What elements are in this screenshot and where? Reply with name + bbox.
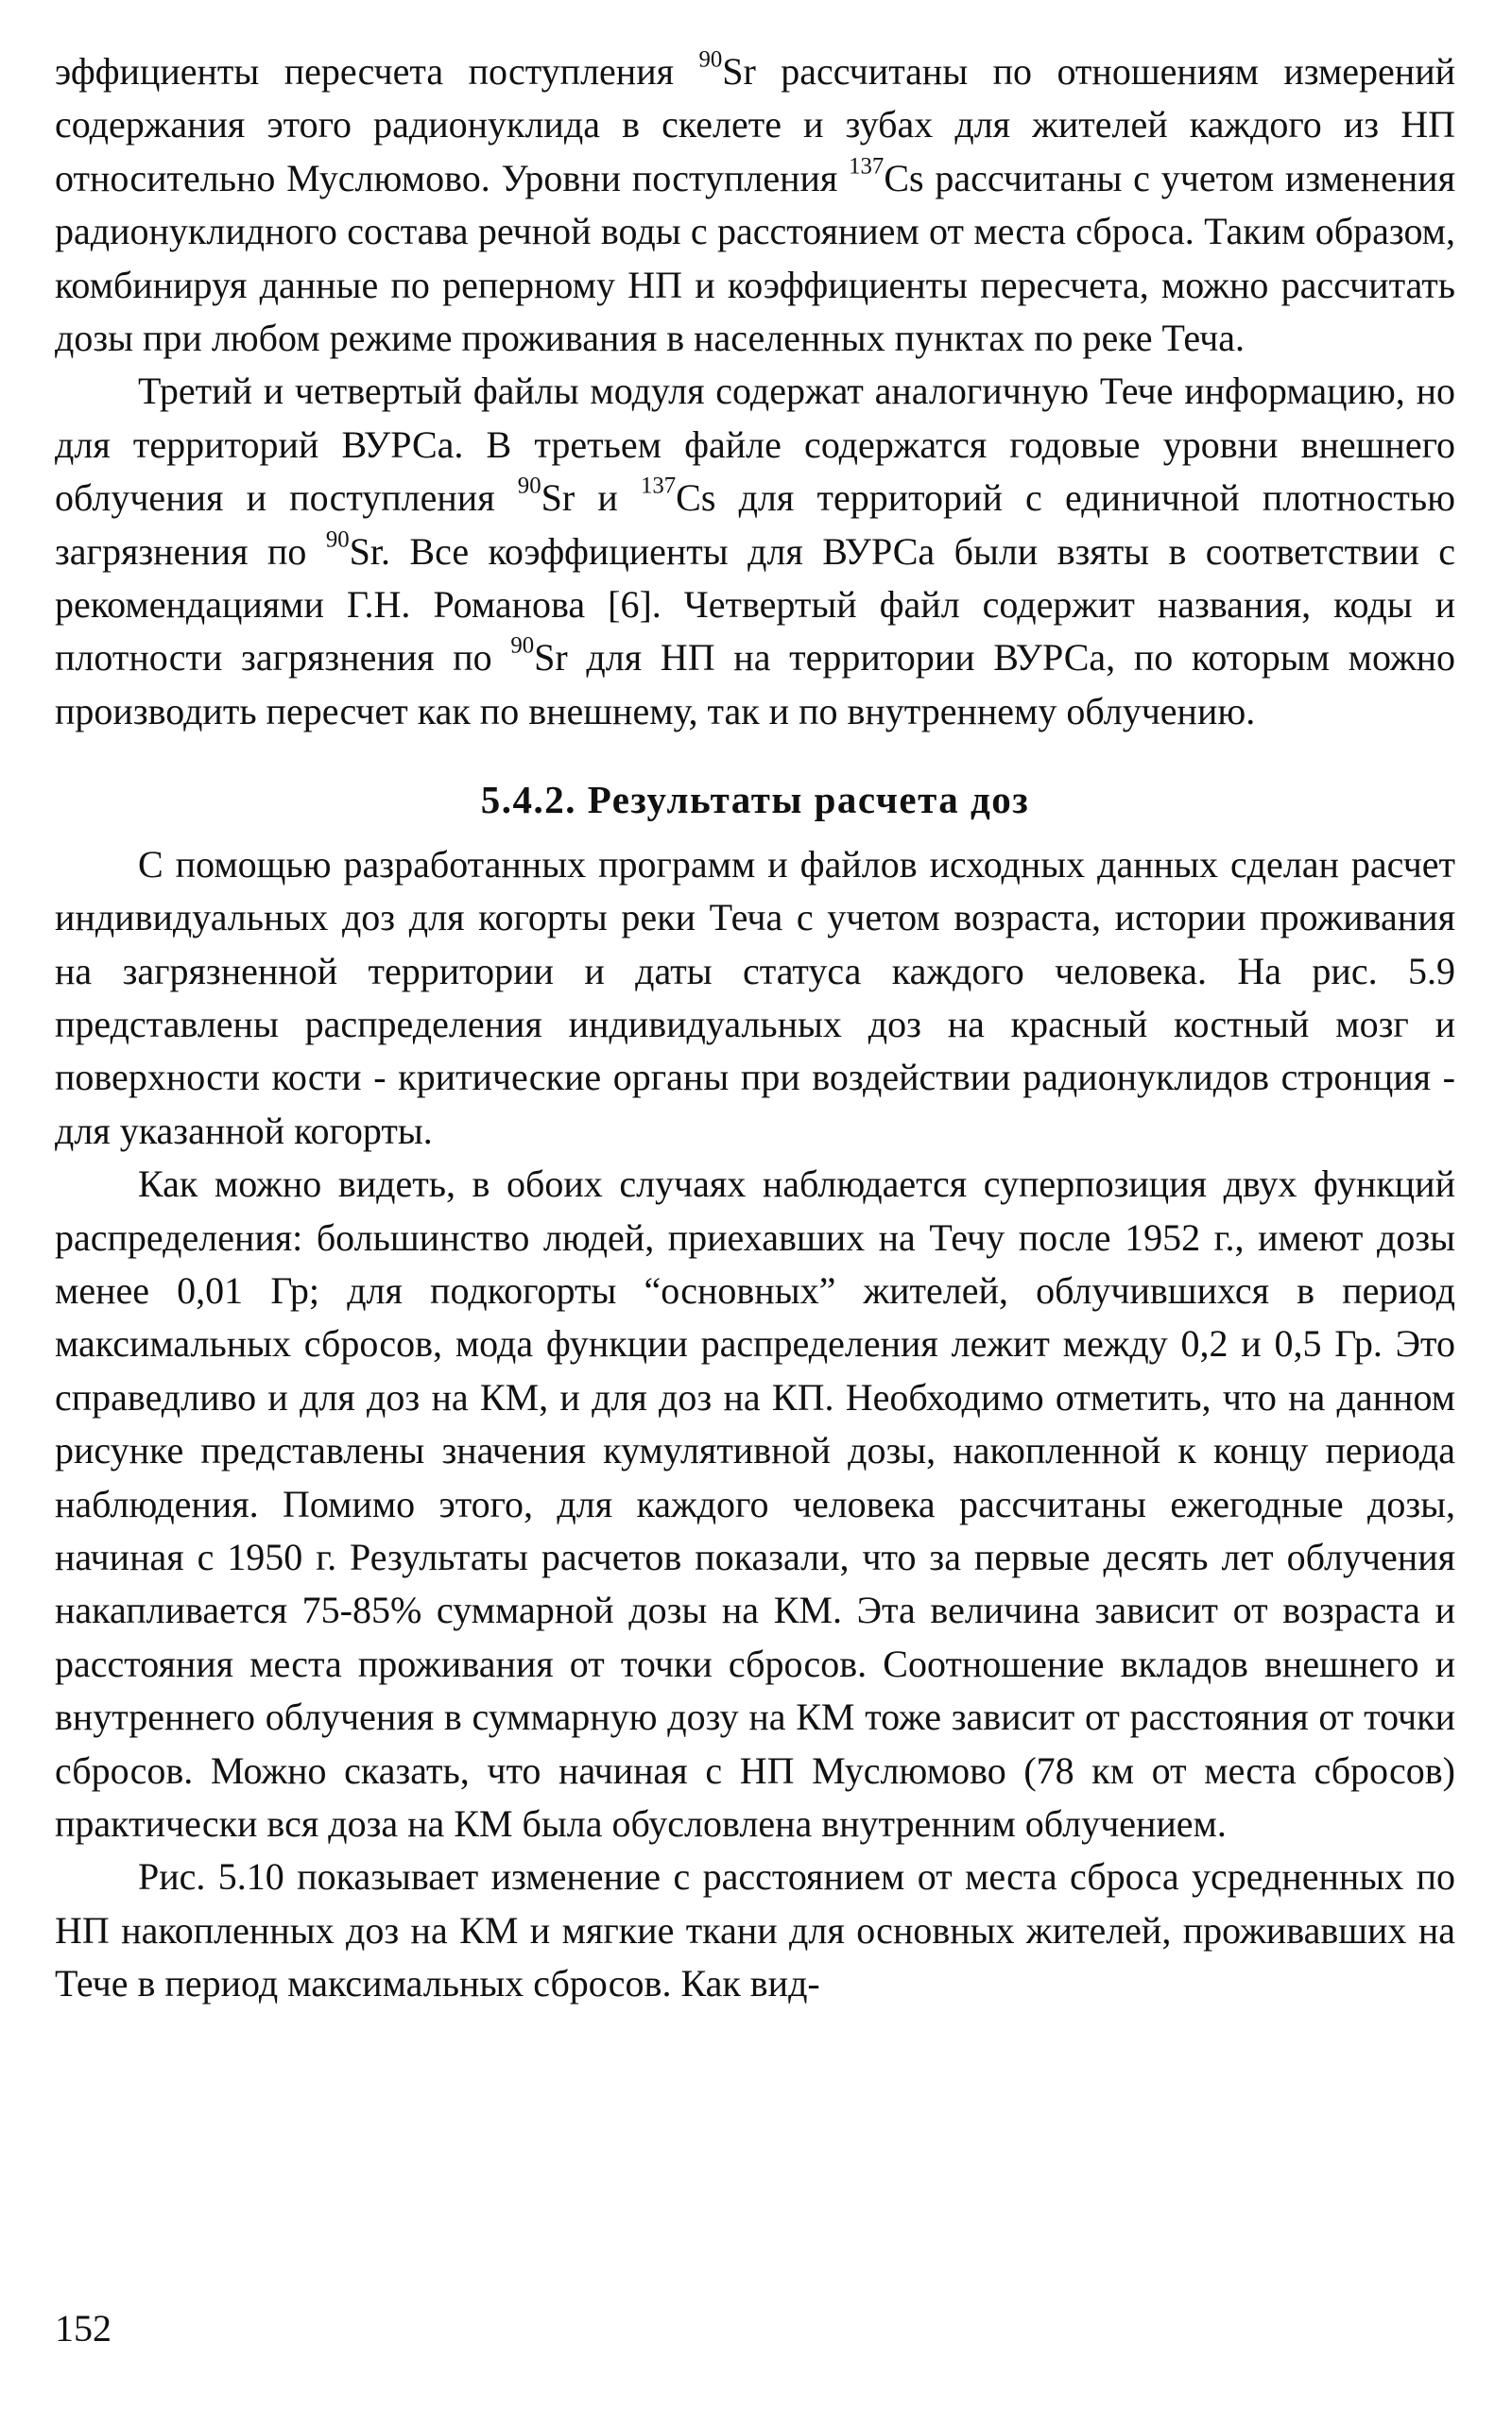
- section-heading: 5.4.2. Результаты расчета доз: [480, 778, 1030, 822]
- text-run: Sr и: [541, 476, 641, 520]
- text-run: Sr рассчитаны по отношениям измерений содержания этого радионуклида в скелете и зубах для жителей каждого из НП относительно Муслюмово. Уровни поступления: [55, 50, 1455, 199]
- page-number: 152: [55, 2307, 112, 2350]
- paragraph-distribution-results: Как можно видеть, в обоих случаях наблюдается суперпозиция двух функций распределения: большинство людей, приехавших на Течу после 1952 г., имеют дозы менее 0,01 Гр; для подкогорты “основных” жителей, облучившихся в период максимальных сбросов, мода функции распределения лежит между 0,2 и 0,5 Гр. Это справедливо и для доз на КМ, и для доз на КП. Необходимо отметить, что на данном рисунке представлены значения кумулятивной дозы, накопленной к концу периода наблюдения. Помимо этого, для каждого человека рассчитаны ежегодные дозы, начиная с 1950 г. Результаты расчетов показали, что за первые десять лет облучения накапливается 75-85% суммарной дозы на КМ. Эта величина зависит от возраста и расстояния места проживания от точки сбросов. Соотношение вкладов внешнего и внутреннего облучения в суммарную дозу на КМ тоже зависит от расстояния от точки сбросов. Можно сказать, что начиная с НП Муслюмово (78 км от места сбросов) практически вся доза на КМ была обусловлена внутренним облучением.: [55, 1162, 1455, 1845]
- text-run: эффициенты пересчета поступления: [55, 50, 699, 93]
- paragraph-vurs-files: [55, 365, 1455, 738]
- text-run: Третий и четвертый файлы модуля содержат аналогичную Тече информацию, но для территорий ВУРСа. В третьем файле содержатся годовые уровни внешнего облучения и поступления: [55, 370, 1455, 520]
- text-run: Sr. Все коэффициенты для ВУРСа были взяты в соответствии с рекомендациями Г.Н. Романова [6]. Четвертый файл содержит названия, коды и плотности загрязнения по: [55, 529, 1456, 680]
- text-run: Cs рассчитаны с учетом изменения радионуклидного состава речной воды с расстоянием от места сброса. Таким образом, комбинируя данные по реперному НП и коэффициенты пересчета, можно рассчитать дозы при любом режиме проживания в населенных пунктах по реке Теча.: [55, 156, 1455, 360]
- paragraph-dose-calculation: С помощью разработанных программ и файлов исходных данных сделан расчет индивидуальных доз для когорты реки Теча с учетом возраста, истории проживания на загрязненной территории и даты статуса каждого человека. На рис. 5.9 представлены распределения индивидуальных доз на красный костный мозг и поверхности кости - критические органы при воздействии радионуклидов стронция - для указанной когорты.: [55, 842, 1455, 1152]
- isotope-mass-number: 90: [510, 632, 535, 659]
- paragraph-figure-5-10: Рис. 5.10 показывает изменение с расстоянием от места сброса усредненных по НП накопленных доз на КМ и мягкие ткани для основных жителей, проживавших на Тече в период максимальных сбросов. Как вид-: [55, 1855, 1455, 2005]
- text-run: Cs для территорий с единичной плотностью загрязнения по: [55, 476, 1455, 573]
- isotope-mass-number: 90: [517, 473, 541, 499]
- isotope-mass-number: 137: [849, 153, 885, 180]
- isotope-mass-number: 90: [325, 526, 350, 553]
- text-run: Sr для НП на территории ВУРСа, по которым можно производить пересчет как по внешнему, так и по внутреннему облучению.: [55, 636, 1455, 732]
- isotope-mass-number: 90: [698, 46, 723, 73]
- paragraph-continuation: [55, 45, 1455, 365]
- isotope-mass-number: 137: [640, 473, 677, 499]
